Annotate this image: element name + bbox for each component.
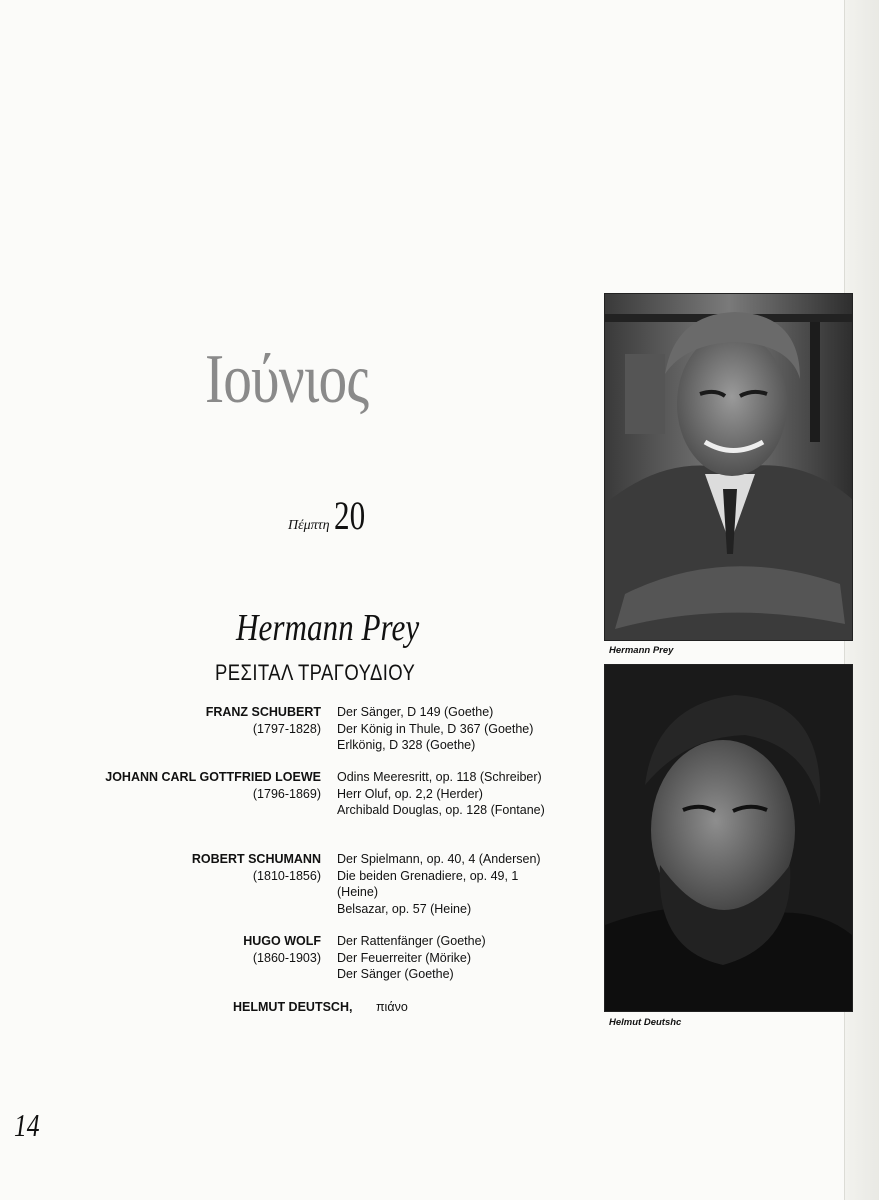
photo-hermann-prey: [604, 293, 853, 641]
works-list: [337, 704, 587, 754]
work-title: Der Spielmann, op. 40, 4 (Andersen): [337, 852, 541, 866]
work-title: Der Rattenfänger (Goethe): [337, 934, 486, 948]
work-title: Herr Oluf, op. 2,2 (Herder): [337, 786, 483, 801]
work-title: Die beiden Grenadiere, op. 49, 1: [337, 868, 519, 883]
portrait-image: [605, 294, 852, 640]
event-type: ΡΕΣΙΤΑΛ ΤΡΑΓΟΥΔΙΟΥ: [215, 660, 416, 685]
page-number: 14: [14, 1107, 40, 1143]
artist-name: Hermann Prey: [236, 607, 420, 649]
event-date: [288, 492, 374, 539]
composer-years: (1796-1869): [252, 787, 321, 801]
work-title: Der Feuerreiter (Mörike): [337, 950, 472, 965]
photo-caption: Hermann Prey: [609, 645, 674, 656]
weekday: Πέμπτη: [288, 518, 330, 533]
composer-years: (1797-1828): [252, 722, 321, 736]
composer-years: (1810-1856): [252, 869, 321, 883]
composer-name: FRANZ SCHUBERT: [205, 705, 321, 719]
month-title: Ιούνιος: [205, 341, 369, 418]
composer-name: JOHANN CARL GOTTFRIED LOEWE: [105, 770, 321, 784]
works-list: [337, 851, 587, 917]
composer-years: (1860-1903): [252, 951, 321, 965]
work-title: Belsazar, op. 57 (Heine): [337, 901, 472, 916]
work-title: Erlkönig, D 328 (Goethe): [337, 738, 476, 752]
work-title: Odins Meeresritt, op. 118 (Schreiber): [337, 770, 542, 784]
composer-name: HUGO WOLF: [243, 934, 321, 948]
works-list: [337, 933, 587, 983]
work-title: Der Sänger, D 149 (Goethe): [337, 705, 494, 719]
photo-helmut-deutsch: [604, 664, 853, 1012]
day-number: 20: [334, 493, 366, 538]
accompanist-name: HELMUT DEUTSCH,: [233, 1000, 353, 1014]
photo-caption: Helmut Deutshc: [609, 1017, 682, 1028]
work-title: Archibald Douglas, op. 128 (Fontane): [337, 803, 545, 817]
work-title: Der König in Thule, D 367 (Goethe): [337, 721, 534, 736]
portrait-image: [605, 665, 852, 1011]
work-title: Der Sänger (Goethe): [337, 967, 454, 981]
accompanist: [233, 1000, 408, 1014]
work-title: (Heine): [337, 885, 378, 899]
works-list: [337, 769, 587, 819]
composer-name: ROBERT SCHUMANN: [191, 852, 321, 866]
accompanist-instrument: πιάνο: [375, 1000, 408, 1014]
